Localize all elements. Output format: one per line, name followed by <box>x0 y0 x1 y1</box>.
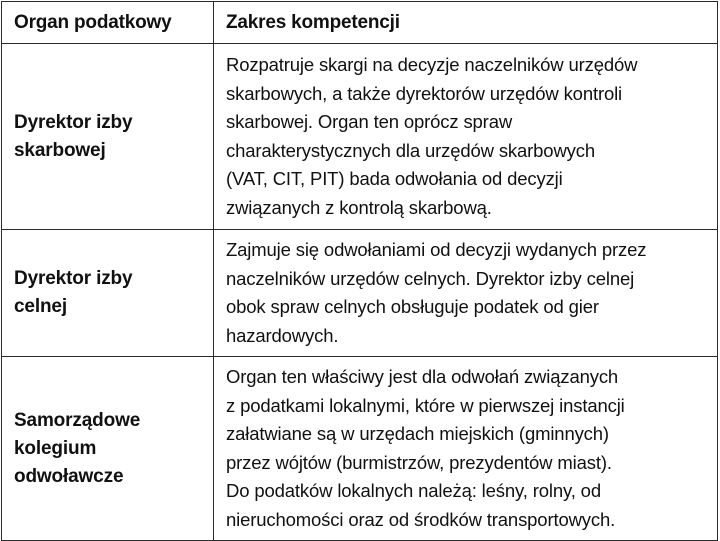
scope-line: z podatkami lokalnymi, które w pierwszej instancji <box>226 394 625 416</box>
scope-line: załatwiane są w urzędach miejskich (gminnych) <box>226 423 609 444</box>
scope-line: (VAT, CIT, PIT) bada odwołania od decyzji <box>226 168 563 189</box>
scope-line: obok spraw celnych obsługuje podatek od gier <box>226 296 599 317</box>
table-row <box>2 357 718 541</box>
scope-line: przez wójtów (burmistrzów, prezydentów miast). <box>226 451 612 473</box>
scope-line: nieruchomości oraz od środków transportowych. <box>226 508 616 530</box>
header-organ: Organ podatkowy <box>2 2 214 44</box>
scope-cell <box>214 44 718 230</box>
scope-line: Do podatków lokalnych należą: leśny, rolny, od <box>226 480 601 501</box>
scope-line: Zajmuje się odwołaniami od decyzji wydanych przez <box>226 239 647 260</box>
organ-cell <box>2 44 214 230</box>
scope-line: charakterystycznych dla urzędów skarbowych <box>226 139 595 161</box>
organ-cell <box>2 357 214 541</box>
scope-line: hazardowych. <box>226 324 339 346</box>
table-row <box>2 44 718 230</box>
scope-line: Rozpatruje skargi na decyzje naczelników urzędów <box>226 54 638 75</box>
scope-line: skarbowej. Organ ten oprócz spraw <box>226 111 513 132</box>
scope-line: związanych z kontrolą skarbową. <box>226 196 492 218</box>
organ-line: kolegium <box>14 437 97 459</box>
scope-cell <box>214 230 718 357</box>
organ-line: celnej <box>14 296 67 317</box>
table-header-row <box>2 2 718 44</box>
table-row <box>2 230 718 357</box>
organ-line: Dyrektor izby <box>14 268 133 289</box>
scope-line: naczelników urzędów celnych. Dyrektor izby celnej <box>226 267 635 289</box>
scope-line: Organ ten właściwy jest dla odwołań związanych <box>226 366 619 387</box>
scope-cell <box>214 357 718 541</box>
organ-line: odwoławcze <box>14 465 124 487</box>
competence-table <box>1 1 718 541</box>
header-scope: Zakres kompetencji <box>214 2 718 44</box>
organ-line: Samorządowe <box>14 409 141 431</box>
organ-cell <box>2 230 214 357</box>
organ-line: skarbowej <box>14 139 106 161</box>
organ-line: Dyrektor izby <box>14 111 133 133</box>
scope-line: skarbowych, a także dyrektorów urzędów kontroli <box>226 82 623 104</box>
